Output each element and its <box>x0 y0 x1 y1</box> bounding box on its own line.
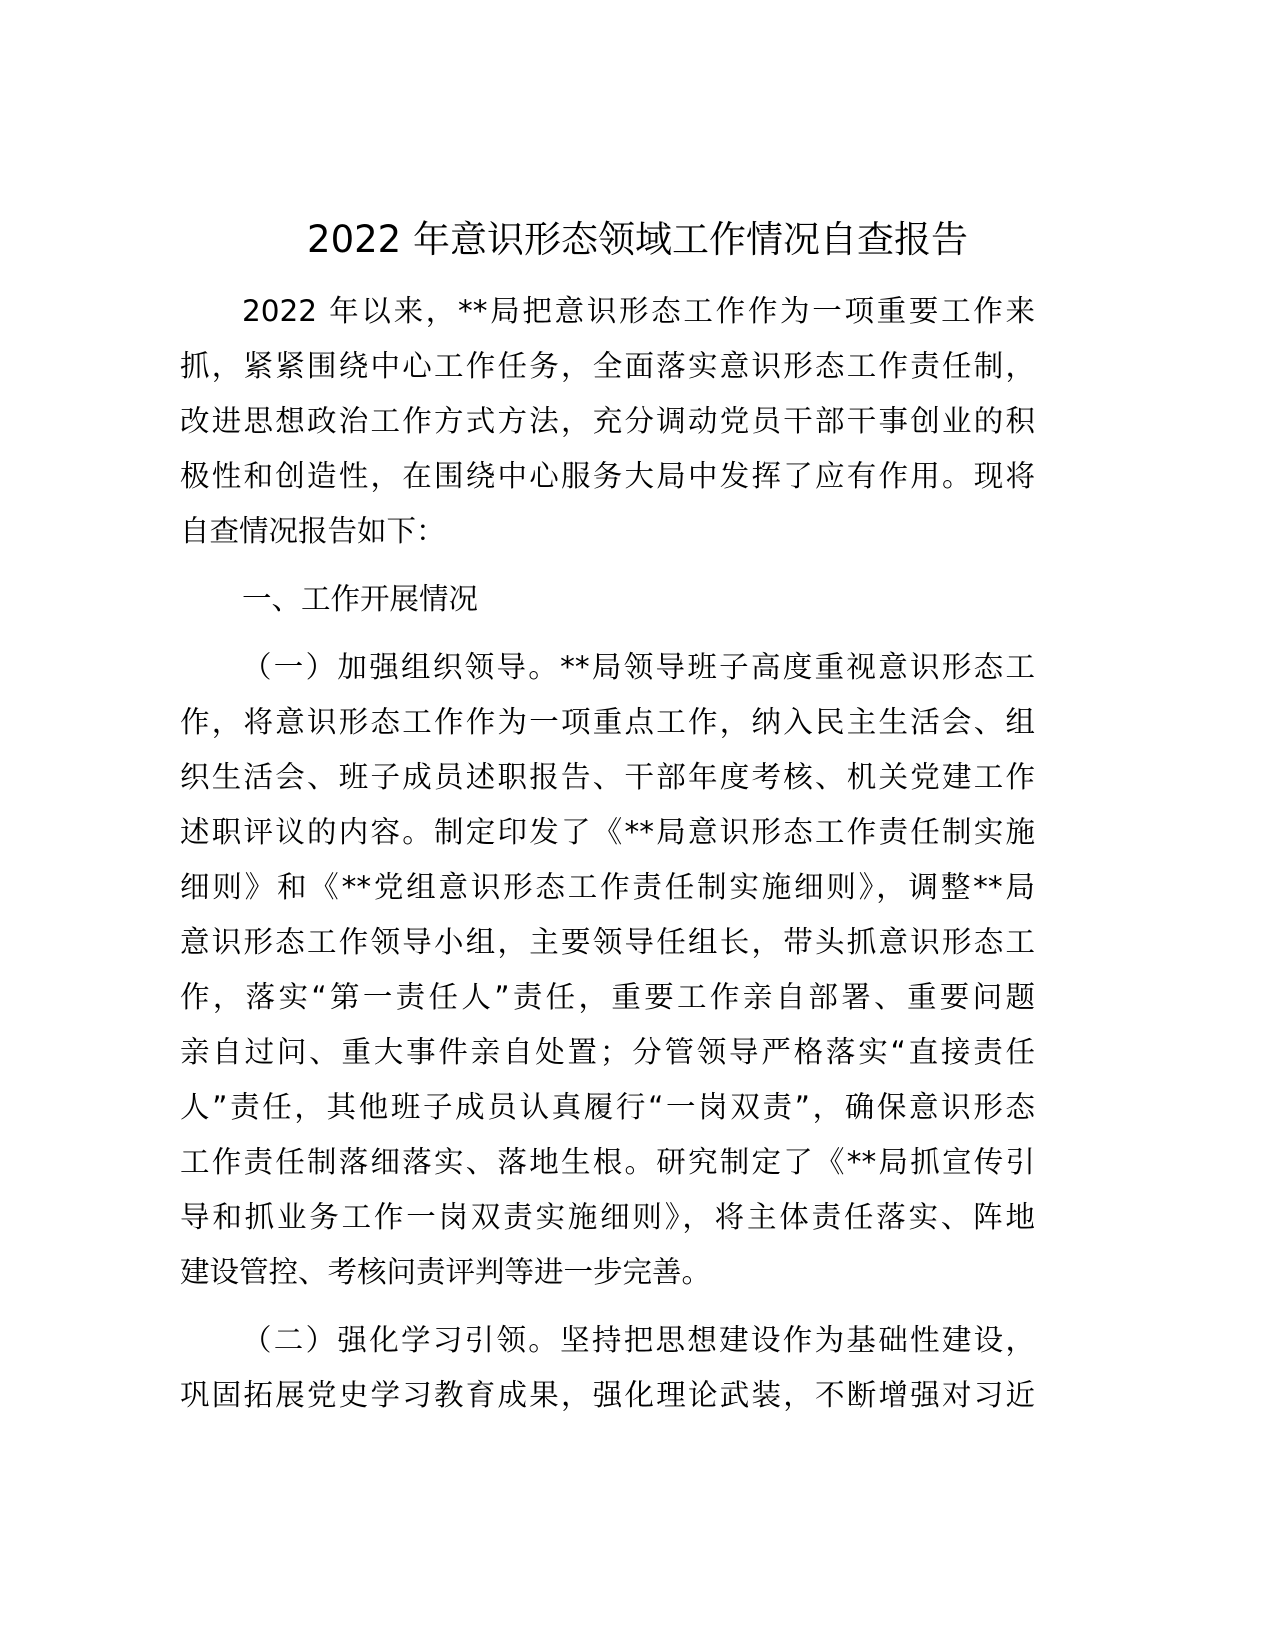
text-line: 工作责任制落细落实、落地生根。研究制定了《**局抓宣传引 <box>180 1145 1035 1179</box>
text-line: 导和抓业务工作一岗双责实施细则》，将主体责任落实、阵地 <box>180 1200 1035 1234</box>
text-line: 述职评议的内容。制定印发了《**局意识形态工作责任制实施 <box>180 815 1035 849</box>
text-line: 人”责任，其他班子成员认真履行“一岗双责”，确保意识形态 <box>180 1090 1035 1124</box>
section-heading-text: 一、工作开展情况 <box>242 582 479 616</box>
text-line: 自查情况报告如下： <box>180 514 446 548</box>
text-line: 极性和创造性，在围绕中心服务大局中发挥了应有作用。现将 <box>180 459 1035 493</box>
document-body <box>180 284 1035 1423</box>
subsection-paragraph-1 <box>180 640 1035 1300</box>
text-line: 织生活会、班子成员述职报告、干部年度考核、机关党建工作 <box>180 760 1035 794</box>
subsection-paragraph-2 <box>180 1313 1035 1423</box>
text-line: 细则》和《**党组意识形态工作责任制实施细则》，调整**局 <box>180 870 1035 904</box>
text-line: 巩固拓展党史学习教育成果，强化理论武装，不断增强对习近 <box>180 1378 1035 1412</box>
text-line: 亲自过问、重大事件亲自处置；分管领导严格落实“直接责任 <box>180 1035 1035 1069</box>
text-line: 作，将意识形态工作作为一项重点工作，纳入民主生活会、组 <box>180 705 1035 739</box>
text-line: （一）加强组织领导。**局领导班子高度重视意识形态工 <box>242 650 1035 684</box>
text-line: 抓，紧紧围绕中心工作任务，全面落实意识形态工作责任制， <box>180 349 1035 383</box>
text-line: 建设管控、考核问责评判等进一步完善。 <box>180 1255 712 1289</box>
text-line: 2022 年以来，**局把意识形态工作作为一项重要工作来 <box>242 294 1035 328</box>
text-line: 意识形态工作领导小组，主要领导任组长，带头抓意识形态工 <box>180 925 1035 959</box>
text-line: 作，落实“第一责任人”责任，重要工作亲自部署、重要问题 <box>180 980 1035 1014</box>
section-heading <box>180 572 1035 627</box>
text-line: 改进思想政治工作方式方法，充分调动党员干部干事创业的积 <box>180 404 1035 438</box>
text-line: （二）强化学习引领。坚持把思想建设作为基础性建设， <box>242 1323 1035 1357</box>
document-title: 2022 年意识形态领域工作情况自查报告 <box>307 218 968 261</box>
intro-paragraph <box>180 284 1035 559</box>
